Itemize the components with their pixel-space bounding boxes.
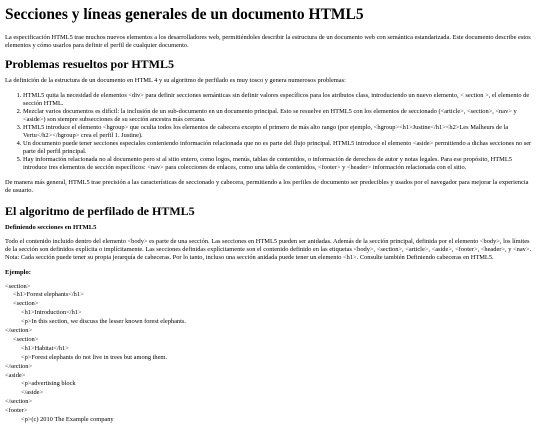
defining-sections-body: Todo el contenido incluido dentro del elemento <body> es parte de una sección. Las secciones en HTML5 pueden ser anidadas. Además de la sección principal, definida por el elemento <body>, los límites de la sección son definidos explícita o implícitamente. Las secciones definidas explícitamente son el contenido definido en las etiquetas <body>, <section>, <article>, <aside>, <footer>, <header>, y <nav>. Nota: Cada sección puede tener su propia jerarquía de cabeceras. Por lo tanto, incluso una sección anidada puede tener un elemento <h1>. Consulte también Definiendo cabeceras en HTML5. — [5, 238, 535, 262]
code-line: <section> — [5, 336, 535, 345]
code-line: <aside> — [5, 372, 535, 381]
page-title: Secciones y líneas generales de un documento HTML5 — [5, 6, 535, 25]
example-label: Ejemplo: — [5, 269, 535, 278]
subheading-defining-sections: Definiendo secciones en HTML5 — [5, 224, 535, 233]
code-line: </section> — [5, 327, 535, 336]
code-line: <p>Forest elephants do not live in trees but among them. — [5, 354, 535, 363]
list-item: 4. Un documento puede tener secciones especiales conteniendo información relacionada que no es parte del flujo principal. HTML5 introduce el elemento <aside> permitiendo a dichas secciones no ser parte del perfil principal. — [23, 140, 535, 156]
problems-closing: De manera más general, HTML5 trae precisión a las características de seccionado y cabecera, permitiendo a los perfiles de documento ser predecibles y usados por el navegador para mejorar la experiencia de usuario. — [5, 179, 535, 195]
code-line: <h1>Habitat</h1> — [5, 345, 535, 354]
list-item: 5. Hay información relacionada no al documento pero si al sitio entero, como logos, menús, tablas de contenidos, o información de derechos de autor y notas legales. Para ese propósito, HTML5 introduce tres elementos de sección específicos: <nav> para colecciones de enlaces, como una tabla de contenidos, <footer> y <header> información relacionada con el sitio. — [23, 156, 535, 172]
code-line: </section> — [5, 398, 535, 407]
code-line: </section> — [5, 363, 535, 372]
code-line: <h1>Introduction</h1> — [5, 309, 535, 318]
code-line: <section> — [5, 300, 535, 309]
code-example — [5, 283, 535, 425]
code-line: <h1>Forest elephants</h1> — [5, 291, 535, 300]
code-line: <p>(c) 2010 The Example company — [5, 416, 535, 425]
intro-paragraph: La especificación HTML5 trae muchos nuevos elementos a los desarrolladores web, permitiéndoles describir la estructura de un documento web con semántica estandarizada. Este documento describe estos elementos y cómo usarlos para definir el perfil de cualquier documento. — [5, 34, 535, 50]
code-line: <p>In this section, we discuss the lesser known forest elephants. — [5, 318, 535, 327]
code-line: <p>advertising block — [5, 380, 535, 389]
list-item: 1. HTML5 quita la necesidad de elementos <div> para definir secciones semánticas sin definir valores específicos para los atributos class, introduciendo un nuevo elemento, < section >, el elemento de sección HTML. — [23, 92, 535, 108]
list-item: 3. HTML5 introduce el elemento <hgroup> que oculta todos los elementos de cabecera excepto el primero de más alto rango (por ejemplo, <hgroup><h1>Justine</h1><h2>Les Malheurs de la Vertu</h2></hgroup> crea el perfil 1. Justine). — [23, 124, 535, 140]
section-heading-algorithm: El algoritmo de perfilado de HTML5 — [5, 204, 535, 218]
code-line: <footer> — [5, 407, 535, 416]
problems-lead: La definición de la estructura de un documento en HTML 4 y su algoritmo de perfilado es muy tosco y genera numerosos problemas: — [5, 77, 535, 85]
problems-list — [5, 92, 535, 172]
list-item: 2. Mezclar varios documentos es difícil: la inclusión de un sub-documento en un documento principal. Esto se resuelve en HTML5 con los elementos de seccionado (<article>, <section>, <nav> y <aside>) son siempre subsecciones de su sección ancestra más cercana. — [23, 108, 535, 124]
code-line: </aside> — [5, 389, 535, 398]
section-heading-problems: Problemas resueltos por HTML5 — [5, 57, 535, 71]
code-line: <section> — [5, 283, 535, 292]
